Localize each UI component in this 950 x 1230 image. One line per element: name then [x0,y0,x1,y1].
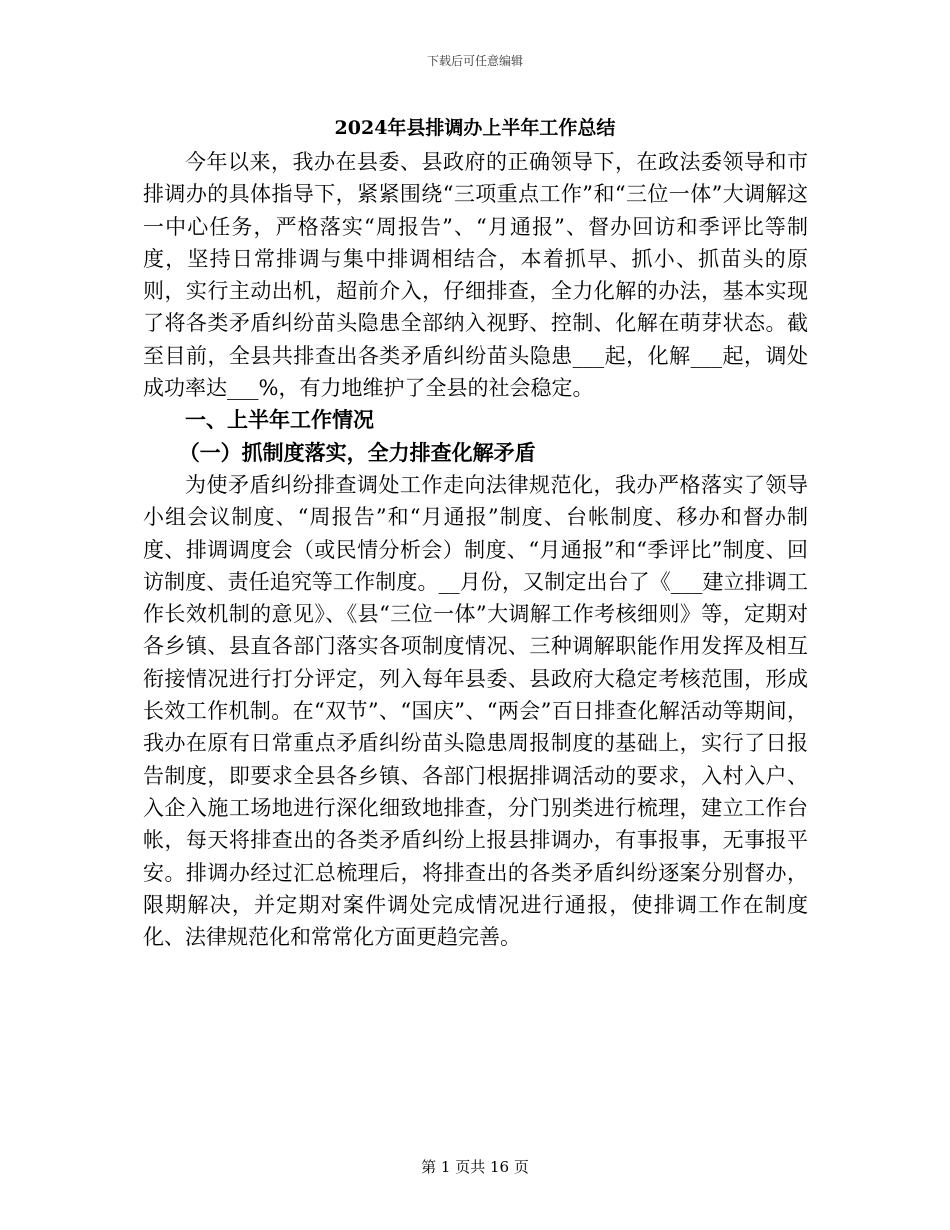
page-header-note: 下载后可任意编辑 [426,54,523,68]
intro-paragraph: 今年以来，我办在县委、县政府的正确领导下，在政法委领导和市排调办的具体指导下，紧紧围绕“三项重点工作”和“三位一体”大调解这一中心任务，严格落实“周报告”、“月通报”、督办回访和季评比等制度，坚持日常排调与集中排调相结合，本着抓早、抓小、抓苗头的原则，实行主动出机，超前介入，仔细排查，全力化解的办法，基本实现了将各类矛盾纠纷苗头隐患全部纳入视野、控制、化解在萌芽状态。截至目前，全县共排查出各类矛盾纠纷苗头隐患___起，化解___起，调处成功率达___%，有力地维护了全县的社会稳定。 [143,150,808,401]
subsection-heading: （一）抓制度落实，全力排查化解矛盾 [178,439,536,465]
section-heading: 一、上半年工作情况 [185,407,374,433]
document-body [143,146,808,953]
document-title: 2024年县排调办上半年工作总结 [334,117,616,139]
page-number: 第 1 页共 16 页 [421,1158,529,1176]
subsection-paragraph: 为使矛盾纠纷排查调处工作走向法律规范化，我办严格落实了领导小组会议制度、“周报告”和“月通报”制度、台帐制度、移办和督办制度、排调调度会（或民情分析会）制度、“月通报”和“季评比”制度、回访制度、责任追究等工作制度。__月份，又制定出台了《___建立排调工作长效机制的意见》、《县“三位一体”大调解工作考核细则》等，定期对各乡镇、县直各部门落实各项制度情况、三种调解职能作用发挥及相互衔接情况进行打分评定，列入每年县委、县政府大稳定考核范围，形成长效工作机制。在“双节”、“国庆”、“两会”百日排查化解活动等期间，我办在原有日常重点矛盾纠纷苗头隐患周报制度的基础上，实行了日报告制度，即要求全县各乡镇、各部门根据排调活动的要求，入村入户、入企入施工场地进行深化细致地排查，分门别类进行梳理，建立工作台帐，每天将排查出的各类矛盾纠纷上报县排调办，有事报事，无事报平安。排调办经过汇总梳理后，将排查出的各类矛盾纠纷逐案分别督办，限期解决，并定期对案件调处完成情况进行通报，使排调工作在制度化、法律规范化和常常化方面更趋完善。 [143,472,808,950]
